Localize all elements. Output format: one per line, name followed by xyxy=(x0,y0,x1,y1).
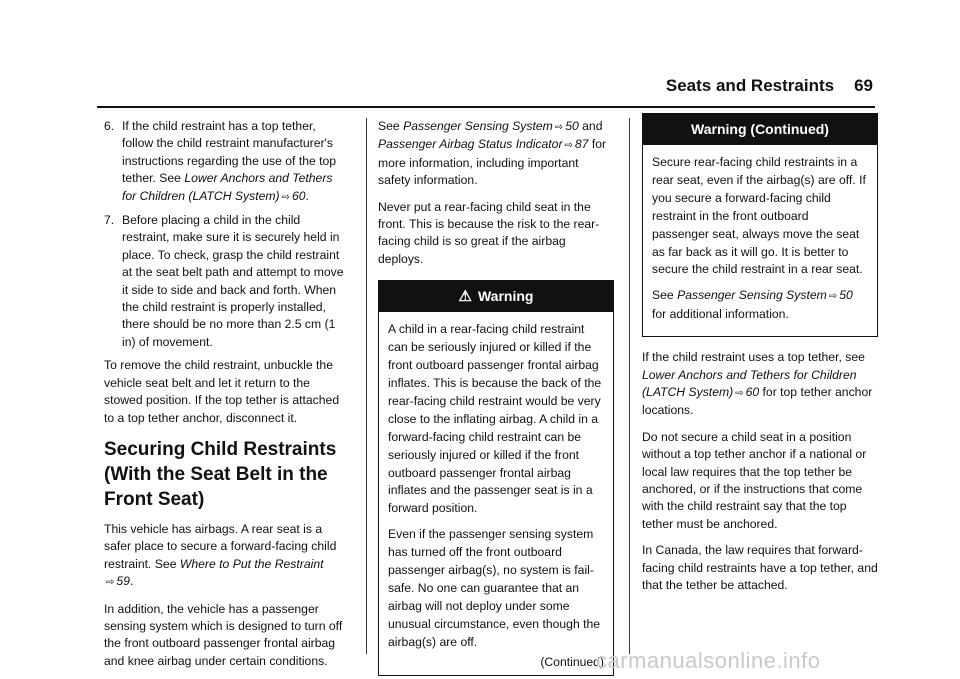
page-ref[interactable]: 60 xyxy=(291,188,306,203)
warning-header xyxy=(643,114,877,145)
page-ref-icon: ⇨ xyxy=(281,191,290,203)
paragraph: Do not secure a child seat in a position without a top tether anchor if a national or local law requires that the top tether be anchored, or if the instructions that come with the child restraint say that the top tether must be anchored. xyxy=(642,429,867,531)
paragraph: If the child restraint uses a top tether, see Lower Anchors and Tethers for Children (LATCH System) ⇨ 60 for top tether anchor locations. xyxy=(642,350,873,418)
paragraph: This vehicle has airbags. A rear seat is a safer place to secure a forward-facing child restraint. See Where to Put the Restraint ⇨ 59. xyxy=(104,521,337,589)
page-ref-icon: ⇨ xyxy=(106,577,115,589)
list-text: Before placing a child in the child restraint, make sure it is securely held in place. To check, grasp the child restraint at the seat belt path and attempt to move it side to side and back and forth. When the child restraint is properly installed, there should be no more than 2.5 cm (1 in) of movement. xyxy=(122,213,344,349)
column-2 xyxy=(378,118,614,676)
column-divider-1 xyxy=(366,118,367,654)
list-number: 6. xyxy=(104,119,115,133)
list-item-7 xyxy=(104,212,346,351)
cross-reference-link[interactable]: Passenger Sensing System xyxy=(403,119,553,133)
watermark: carmanualsonline.info xyxy=(596,648,821,673)
section-title: Seats and Restraints xyxy=(665,76,835,95)
paragraph: See Passenger Sensing System ⇨ 50 and Passenger Airbag Status Indicator ⇨ 87 for more information, including important safety information. xyxy=(378,119,607,188)
paragraph: To remove the child restraint, unbuckle the vehicle seat belt and let it return to the stowed position. If the top tether is attached to a top tether anchor, disconnect it. xyxy=(104,358,340,425)
continued-label: (Continued) xyxy=(540,654,604,669)
page-ref-icon: ⇨ xyxy=(735,387,744,399)
warning-header xyxy=(379,281,613,312)
column-3 xyxy=(642,118,878,603)
warning-paragraph: A child in a rear-facing child restraint can be seriously injured or killed if the front outboard passenger frontal airbag inflates. This is because the back of the rear-facing child restraint would be very close to the inflating airbag. A child in a forward-facing child restraint can be seriously injured or killed if the front outboard passenger frontal airbag inflates and the passenger seat is in a forward position. xyxy=(388,322,602,516)
warning-title: Warning (Continued) xyxy=(691,121,829,137)
warning-paragraph: See Passenger Sensing System ⇨ 50 for additional information. xyxy=(652,288,853,322)
cross-reference-link[interactable]: Passenger Sensing System xyxy=(677,288,827,303)
page-ref[interactable]: 50 xyxy=(839,288,853,303)
cross-reference-link[interactable]: Lower Anchors and Tethers for Children (LATCH System) xyxy=(122,171,333,203)
warning-box xyxy=(378,280,614,676)
page-ref[interactable]: 50 xyxy=(565,119,579,133)
page-ref-icon: ⇨ xyxy=(554,122,564,133)
header-rule xyxy=(97,106,875,108)
warning-triangle-icon: ⚠ xyxy=(458,288,472,306)
page-number: 69 xyxy=(854,76,873,95)
cross-reference-link[interactable]: Where to Put the Restraint xyxy=(179,556,324,571)
warning-title: Warning xyxy=(477,288,534,305)
running-head xyxy=(666,76,873,96)
cross-reference-link[interactable]: Passenger Airbag Status Indicator xyxy=(378,137,563,152)
warning-paragraph: Secure rear-facing child restraints in a rear seat, even if the airbag(s) are off. If you secure a forward-facing child restraint in the front outboard passenger seat, always move the seat as far back as it will go. It is better to secure the child restraint in a rear seat. xyxy=(652,155,866,277)
page-ref-icon: ⇨ xyxy=(828,291,838,303)
column-1 xyxy=(104,118,346,679)
list-item-6: 6. If the child restraint has a top tether, follow the child restraint manufacturer's instructions regarding the use of the top tether. See Lower Anchors and Tethers for Children (LATCH System) ⇨ 60. xyxy=(104,118,346,206)
page-ref[interactable]: 60 xyxy=(745,384,760,399)
page-ref[interactable]: 59 xyxy=(116,574,130,589)
page-ref-icon: ⇨ xyxy=(564,140,573,152)
warning-body xyxy=(643,145,877,336)
paragraph: Never put a rear-facing child seat in the front. This is because the risk to the rear-facing child is so great if the airbag deploys. xyxy=(378,199,600,266)
warning-box-continued xyxy=(642,113,878,337)
paragraph: In addition, the vehicle has a passenger sensing system which is designed to turn off the front outboard passenger frontal airbag and knee airbag under certain conditions. xyxy=(104,601,343,668)
cross-reference-link[interactable]: Lower Anchors and Tethers for Children (LATCH System) xyxy=(642,367,857,399)
section-heading: Securing Child Restraints (With the Seat Belt in the Front Seat) xyxy=(104,438,337,510)
warning-paragraph: Even if the passenger sensing system has turned off the front outboard passenger airbag(s), no system is fail-safe. No one can guarantee that an airbag will not deploy under some unusual circumstance, even though the airbag(s) are off. xyxy=(388,527,601,649)
paragraph: In Canada, the law requires that forward-facing child restraints have a top tether, and that the tether be attached. xyxy=(642,543,878,593)
list-number: 7. xyxy=(104,213,115,228)
warning-body xyxy=(379,312,613,675)
column-divider-2 xyxy=(629,118,630,654)
page-ref[interactable]: 87 xyxy=(574,137,589,152)
